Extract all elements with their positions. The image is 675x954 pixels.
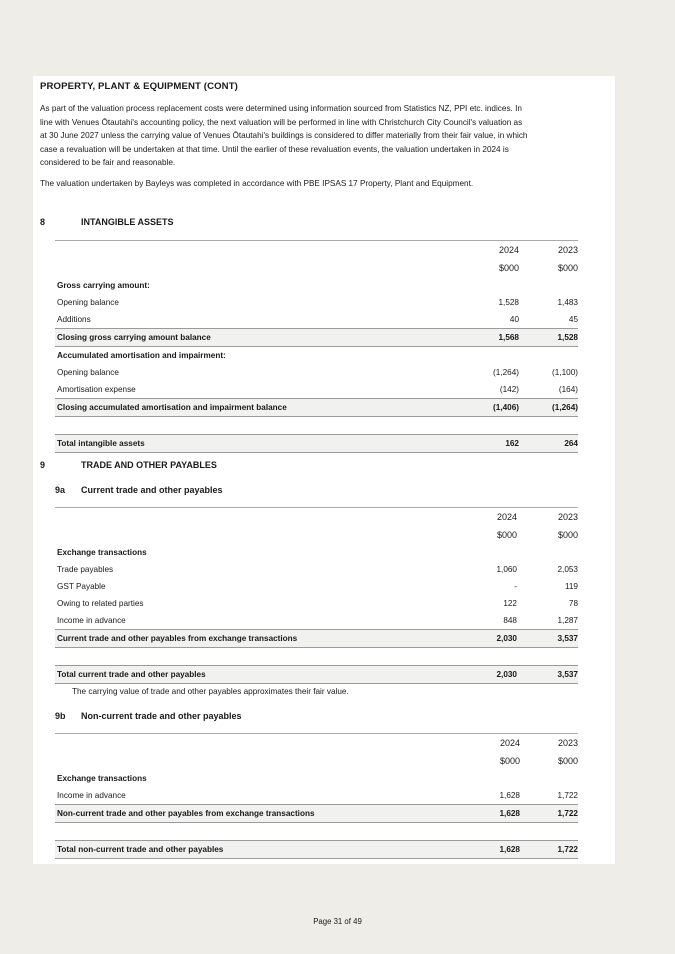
value-2023: 78 (568, 599, 578, 608)
note-9-title: TRADE AND OTHER PAYABLES (81, 460, 217, 470)
table-row (55, 381, 578, 399)
value-2023: 45 (568, 315, 578, 324)
total-2023: 3,537 (517, 666, 578, 684)
year-2023: 2023 (520, 734, 578, 753)
year-2024: 2024 (467, 241, 519, 260)
table-row (55, 399, 578, 417)
spacer-row (55, 823, 578, 841)
fair-value-note: The carrying value of trade and other payables approximates their fair value. (72, 687, 349, 696)
year-header-row (55, 508, 578, 527)
total-label: Total current trade and other payables (55, 666, 459, 684)
spacer-cell (55, 823, 464, 841)
row-label: Income in advance (57, 616, 126, 625)
value-2023: 1,722 (557, 791, 578, 800)
year-2023: 2023 (519, 241, 578, 260)
table-row (55, 294, 578, 311)
value-2024: (142) (499, 385, 519, 394)
value-2024: 122 (503, 599, 517, 608)
row-label: Additions (57, 315, 91, 324)
value-2023 (520, 770, 578, 787)
unit-header-row (55, 259, 578, 277)
value-2024: 1,528 (498, 298, 519, 307)
note-9b-title: Non-current trade and other payables (81, 711, 242, 721)
value-2024 (464, 770, 520, 787)
row-label: Trade payables (57, 565, 114, 574)
spacer-cell (520, 823, 578, 841)
year-2023: 2023 (517, 508, 578, 527)
current-payables-table (55, 507, 578, 684)
spacer-cell (519, 417, 578, 435)
value-2023: 1,528 (519, 329, 578, 347)
total-row (55, 435, 578, 453)
table-row (55, 630, 578, 648)
table-row (55, 544, 578, 561)
header-blank (55, 526, 459, 544)
row-label: Closing gross carrying amount balance (55, 329, 467, 347)
spacer-cell (55, 648, 459, 666)
table-row (55, 612, 578, 630)
unit-label: $000 (499, 756, 520, 766)
value-2024 (467, 347, 519, 365)
paragraph-line: line with Venues Ōtautahi's accounting policy, the next valuation will be performed in line with Christchurch City Council's valuation as (40, 117, 523, 127)
value-2023: 2,053 (557, 565, 578, 574)
row-label: Exchange transactions (57, 774, 147, 783)
total-row (55, 666, 578, 684)
unit-header-row (55, 526, 578, 544)
value-2024: 1,060 (496, 565, 517, 574)
table-row (55, 787, 578, 805)
page-number: Page 31 of 49 (313, 917, 362, 926)
value-2024 (467, 277, 519, 294)
row-label: Income in advance (57, 791, 126, 800)
value-2023: 1,287 (557, 616, 578, 625)
unit-label: $000 (557, 263, 578, 273)
total-2023: 1,722 (520, 841, 578, 859)
unit-header-row (55, 752, 578, 770)
row-label: GST Payable (57, 582, 106, 591)
paragraph-line: considered to be fair and reasonable. (40, 158, 176, 168)
row-label: Amortisation expense (57, 385, 136, 394)
note-9a-number: 9a (55, 485, 66, 495)
value-2024: 848 (503, 616, 517, 625)
total-2024: 2,030 (459, 666, 517, 684)
section-heading: PROPERTY, PLANT & EQUIPMENT (CONT) (40, 81, 238, 92)
value-2023: 1,722 (520, 805, 578, 823)
spacer-cell (467, 417, 519, 435)
value-2024: 1,628 (464, 805, 520, 823)
spacer-cell (459, 648, 517, 666)
paragraph-line: at 30 June 2027 unless the carrying value of Venues Ōtautahi's buildings is considered to differ materially from their fair value, in which (40, 131, 528, 141)
value-2023 (519, 277, 578, 294)
spacer-cell (517, 648, 578, 666)
year-2024: 2024 (464, 734, 520, 753)
table-row (55, 595, 578, 612)
table-row (55, 277, 578, 294)
header-blank (55, 734, 464, 753)
valuation-paragraph (40, 102, 615, 170)
value-2024: - (514, 582, 517, 591)
note-8-title: INTANGIBLE ASSETS (81, 217, 174, 227)
header-blank (55, 752, 464, 770)
total-label: Total intangible assets (55, 435, 467, 453)
unit-label: $000 (557, 530, 578, 540)
table-row (55, 578, 578, 595)
table-row (55, 311, 578, 329)
row-label: Gross carrying amount: (57, 281, 150, 290)
total-2023: 264 (519, 435, 578, 453)
note-9-number: 9 (40, 460, 46, 470)
row-label: Opening balance (57, 298, 119, 307)
value-2024: 2,030 (459, 630, 517, 648)
value-2024: 1,628 (499, 791, 520, 800)
value-2023: (1,264) (519, 399, 578, 417)
year-header-row (55, 734, 578, 753)
intangible-assets-table (55, 240, 578, 453)
unit-label: $000 (496, 530, 517, 540)
table-row (55, 805, 578, 823)
note-9b-number: 9b (55, 711, 66, 721)
table-row (55, 347, 578, 365)
value-2024 (459, 544, 517, 561)
year-header-row (55, 241, 578, 260)
row-label: Non-current trade and other payables from exchange transactions (55, 805, 464, 823)
value-2024: 40 (509, 315, 519, 324)
spacer-cell (55, 417, 467, 435)
header-blank (55, 241, 467, 260)
value-2023: 1,483 (557, 298, 578, 307)
value-2023 (519, 347, 578, 365)
total-2024: 162 (467, 435, 519, 453)
header-blank (55, 259, 467, 277)
value-2023: (1,100) (552, 368, 578, 377)
value-2024: (1,264) (493, 368, 519, 377)
total-row (55, 841, 578, 859)
unit-label: $000 (498, 263, 519, 273)
header-blank (55, 508, 459, 527)
table-row (55, 329, 578, 347)
value-2023 (517, 544, 578, 561)
bayleys-paragraph: The valuation undertaken by Bayleys was completed in accordance with PBE IPSAS 17 Property, Plant and Equipment. (40, 179, 474, 188)
value-2023: 119 (564, 582, 578, 591)
table-row (55, 770, 578, 787)
spacer-row (55, 648, 578, 666)
row-label: Owing to related parties (57, 599, 144, 608)
value-2023: (164) (558, 385, 578, 394)
total-2024: 1,628 (464, 841, 520, 859)
spacer-cell (464, 823, 520, 841)
unit-label: $000 (557, 756, 578, 766)
row-label: Exchange transactions (57, 548, 147, 557)
note-9a-title: Current trade and other payables (81, 485, 223, 495)
note-8-number: 8 (40, 217, 46, 227)
row-label: Closing accumulated amortisation and impairment balance (55, 399, 467, 417)
spacer-row (55, 417, 578, 435)
value-2024: 1,568 (467, 329, 519, 347)
row-label: Opening balance (57, 368, 119, 377)
value-2023: 3,537 (517, 630, 578, 648)
value-2024: (1,406) (467, 399, 519, 417)
table-row (55, 364, 578, 381)
year-2024: 2024 (459, 508, 517, 527)
non-current-payables-table (55, 733, 578, 859)
table-row (55, 561, 578, 578)
row-label: Current trade and other payables from exchange transactions (55, 630, 459, 648)
total-label: Total non-current trade and other payables (55, 841, 464, 859)
row-label: Accumulated amortisation and impairment: (57, 351, 226, 360)
paragraph-line: case a revaluation will be undertaken at that time. Until the earlier of these revaluation events, the valuation undertaken in 2024 is (40, 144, 509, 154)
paragraph-line: As part of the valuation process replacement costs were determined using information sourced from Statistics NZ, PPI etc. indices. In (40, 104, 522, 113)
